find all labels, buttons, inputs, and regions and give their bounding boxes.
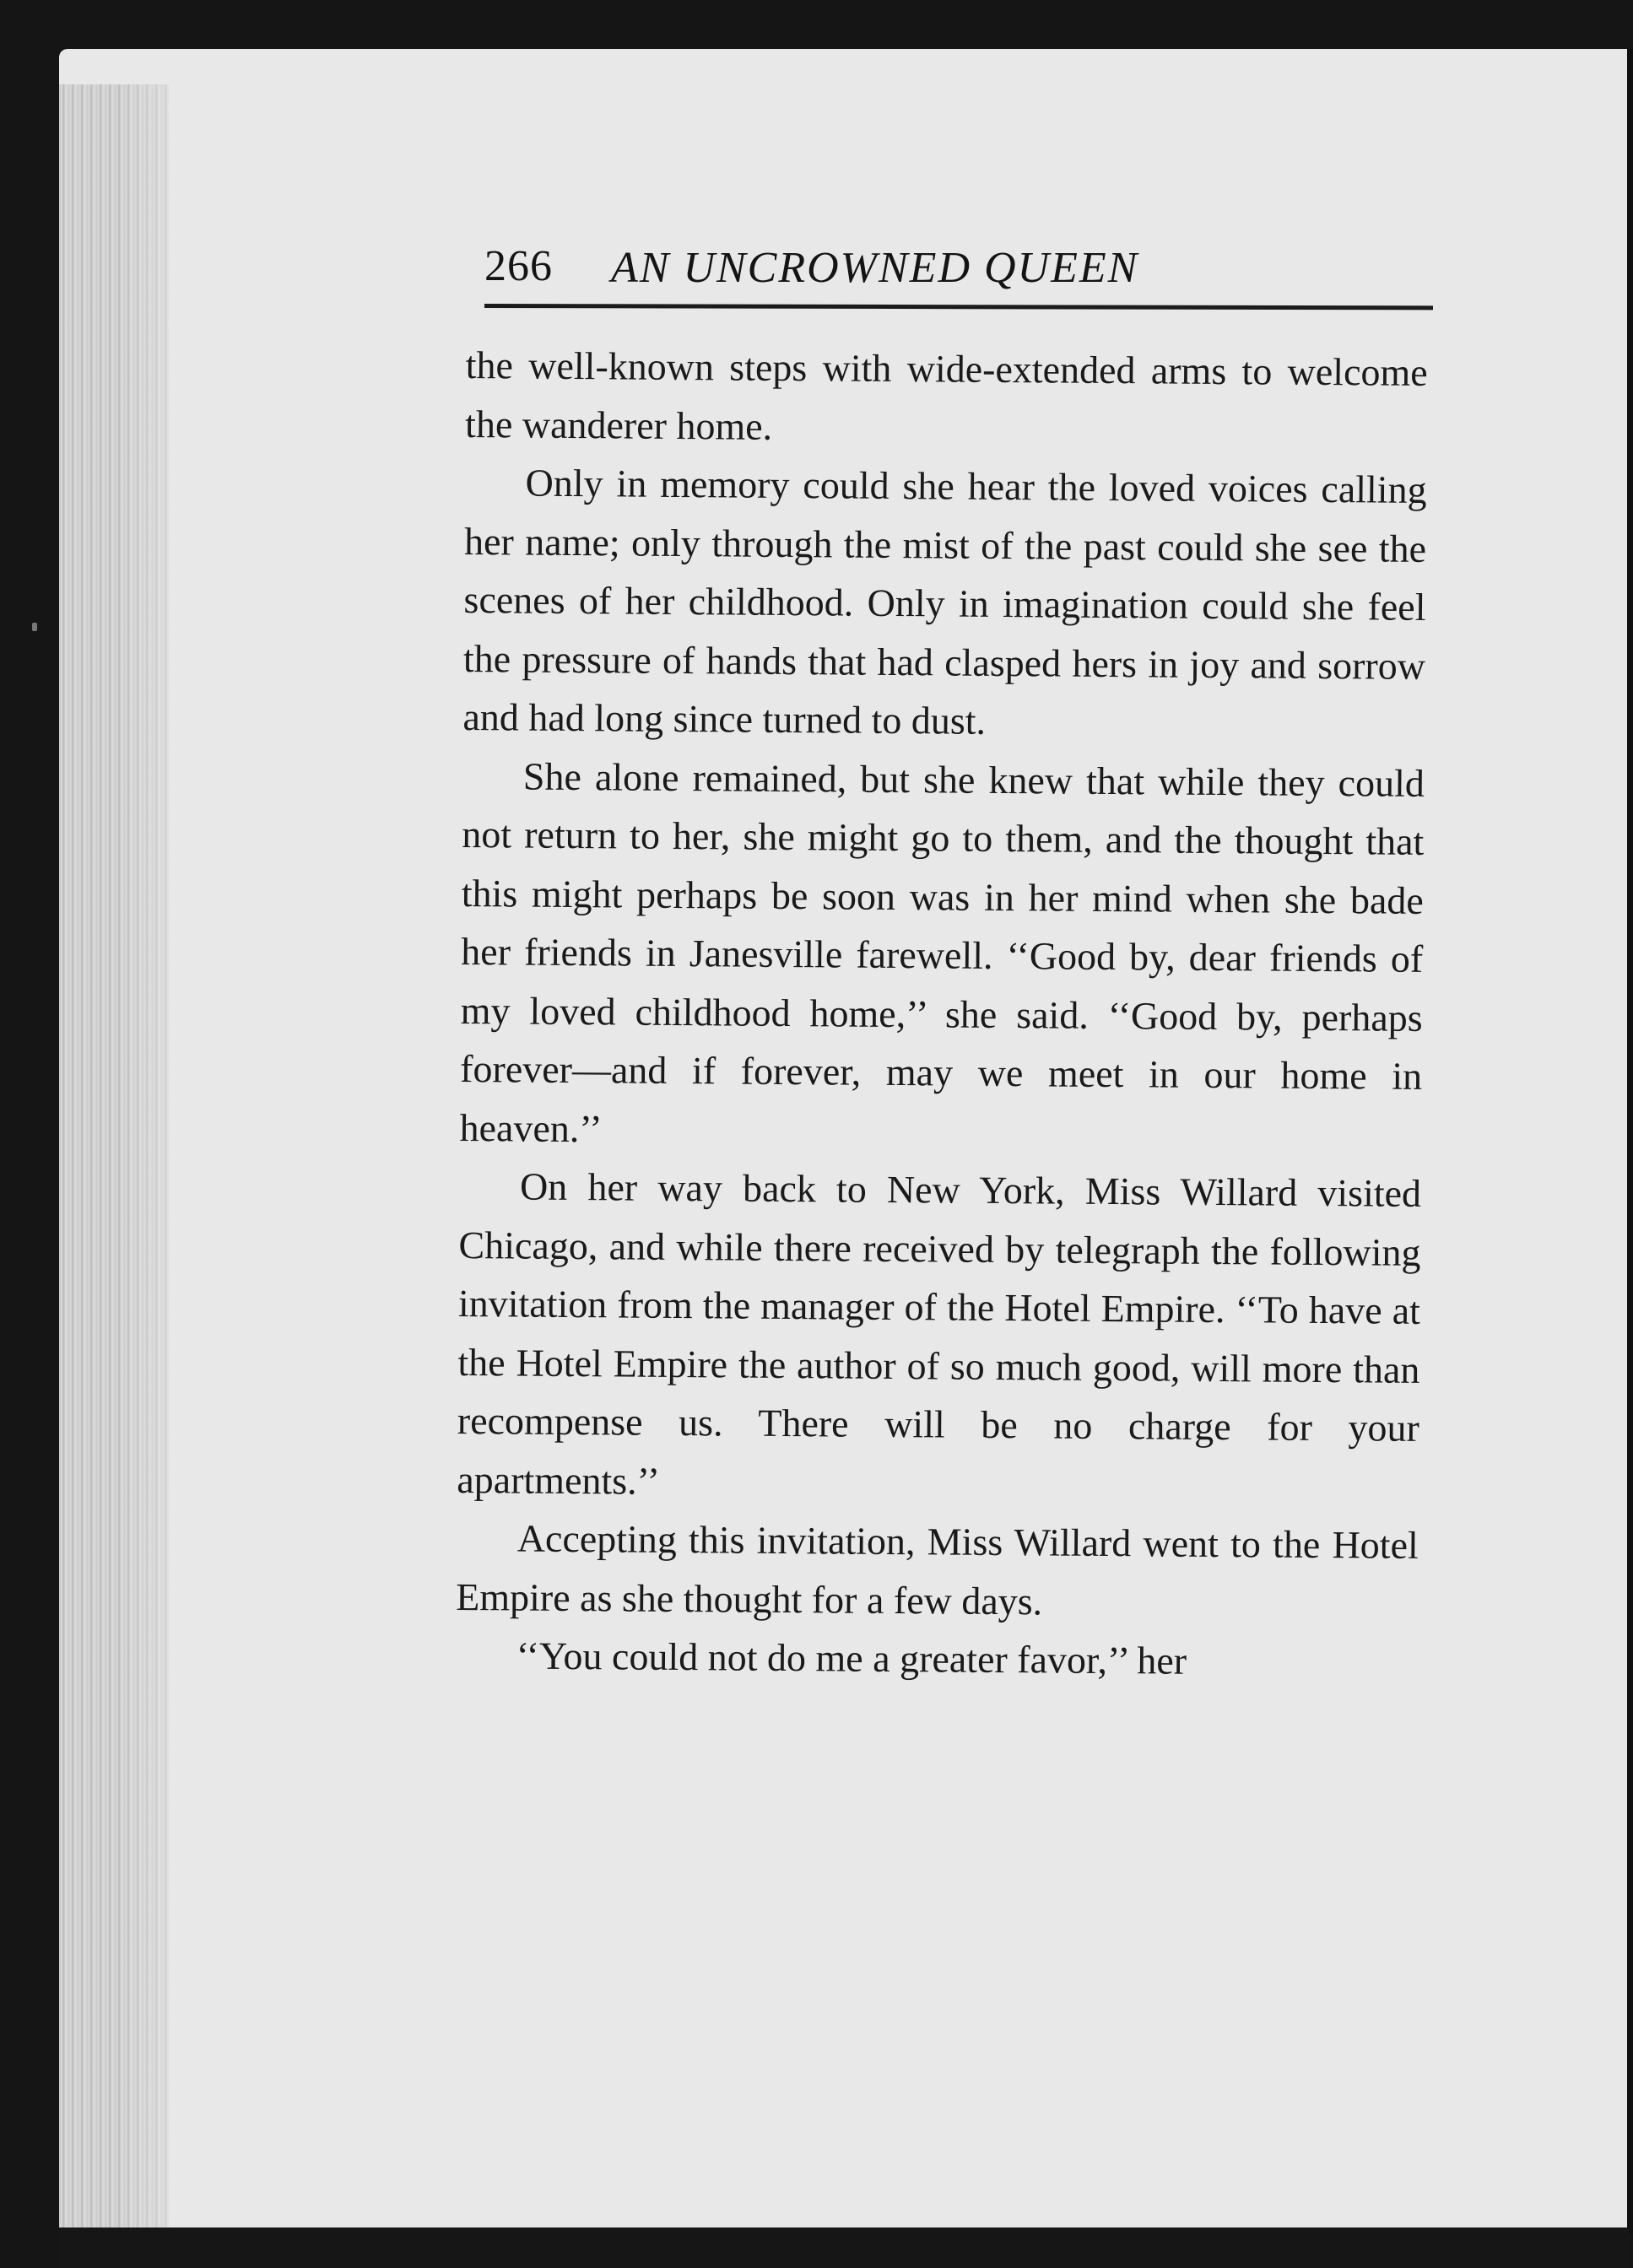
paragraph: the well-known steps with wide-extended arms to welcome the wanderer home. — [464, 343, 1428, 448]
paragraph: Only in memory could she hear the loved voices calling her name; only through the mist of the past could she see the scenes of her childhood. Only in imagination could she feel the pressure of hands that had clasped hers in joy and sorrow and had long since turned to dust. — [462, 461, 1427, 742]
page-header — [484, 235, 1430, 307]
running-head: AN UNCROWNED QUEEN — [611, 244, 1139, 292]
page-edge-shadow — [118, 84, 219, 2228]
paragraph: Accepting this invitation, Miss Willard went to the Hotel Empire as she thought for a few days. — [456, 1516, 1419, 1623]
paragraph: On her way back to New York, Miss Willard visited Chicago, and while there received by telegraph the following invitation from the manager of the Hotel Empire. ‘‘To have at the Hotel Empire the author of so much good, will more than recompense us. There will be no charge for your apartments.’’ — [457, 1164, 1422, 1503]
paragraph: ‘‘You could not do me a greater favor,’’ her — [516, 1634, 1187, 1682]
paragraph: She alone remained, but she knew that while they could not return to her, she might go to them, and the thought that this might perhaps be soon was in her mind when she bade her friends in Janesville farewell. ‘‘Good by, dear friends of my loved childhood home,’’ she said. ‘‘Good by, perhaps forever—and if forever, may we meet in our home in heaven.’’ — [459, 754, 1425, 1150]
dust-speck — [32, 623, 37, 631]
page-number: 266 — [484, 242, 553, 290]
right-border — [1627, 49, 1633, 2234]
body-text — [455, 336, 1428, 1692]
bottom-border — [59, 2228, 1629, 2268]
